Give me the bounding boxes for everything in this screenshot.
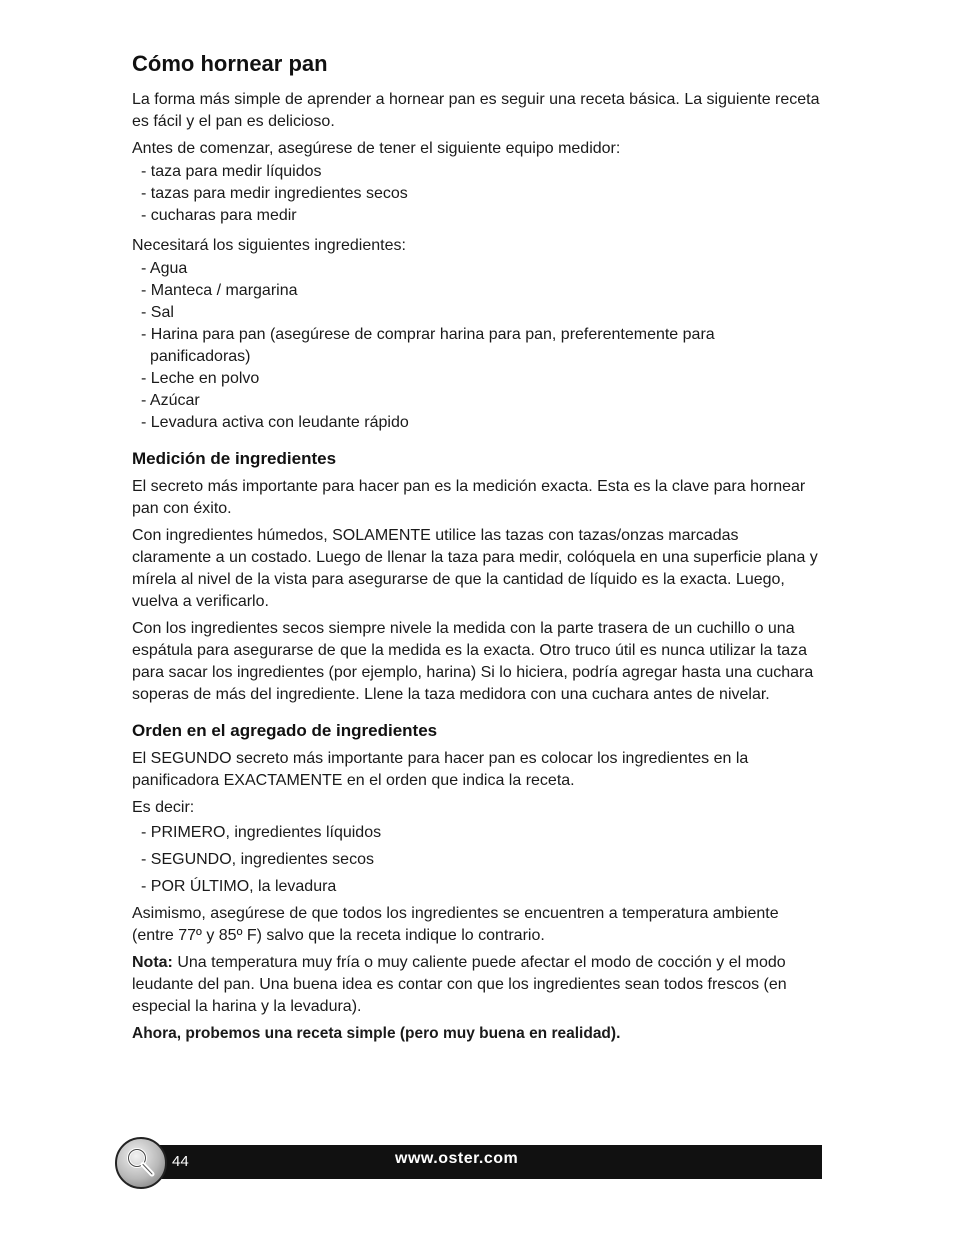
note-text: Una temperatura muy fría o muy caliente puede afectar el modo de cocción y el modo leudante del pan. Una buena idea es contar con que los ingredientes sean todos frescos (en especial la harina y la levadura). [132, 954, 787, 1015]
page-number: 44 [172, 1153, 189, 1170]
list-item: - Leche en polvo [141, 370, 260, 387]
list-item: - cucharas para medir [141, 207, 297, 224]
list-item: - SEGUNDO, ingredientes secos [141, 851, 374, 868]
page-content [132, 50, 822, 1050]
measuring-paragraph-1: El secreto más importante para hacer pan es la medición exacta. Esta es la clave para hornear pan con éxito. [132, 478, 806, 517]
list-item: - Levadura activa con leudante rápido [141, 414, 409, 431]
list-item: - tazas para medir ingredientes secos [141, 185, 408, 202]
list-item: - Manteca / margarina [141, 282, 298, 299]
list-item: - taza para medir líquidos [141, 163, 322, 180]
measuring-paragraph-3: Con los ingredientes secos siempre nivele la medida con la parte trasera de un cuchillo o una espátula para asegurarse de que la medida es la exacta. Otro truco útil es nunca utilizar la taza para sacar los ingredientes (por ejemplo, harina) Si lo hiciera, podría agregar hasta una cuchara soperas de más del ingrediente. Llene la taza medidora con una cuchara antes de nivelar. [132, 620, 814, 703]
list-item: - Agua [141, 260, 188, 277]
list-item: - Sal [141, 304, 174, 321]
section-heading-measuring: Medición de ingredientes [132, 449, 337, 468]
page-title: Cómo hornear pan [132, 51, 328, 76]
order-paragraph-1: El SEGUNDO secreto más importante para hacer pan es colocar los ingredientes en la panificadora EXACTAMENTE en el orden que indica la receta. [132, 750, 749, 789]
list-item: - PRIMERO, ingredientes líquidos [141, 824, 382, 841]
magnifier-icon [115, 1137, 167, 1189]
closing-line: Ahora, probemos una receta simple (pero muy buena en realidad). [132, 1025, 621, 1042]
list-item: - Harina para pan (asegúrese de comprar harina para pan, preferentemente para panificadoras) [141, 326, 715, 365]
order-paragraph-2: Es decir: [132, 799, 195, 816]
intro-paragraph-2: Antes de comenzar, asegúrese de tener el siguiente equipo medidor: [132, 140, 621, 157]
ingredients-list [132, 258, 822, 434]
footer-bar [150, 1145, 822, 1179]
intro-paragraph-1: La forma más simple de aprender a hornear pan es seguir una receta básica. La siguiente receta es fácil y el pan es delicioso. [132, 91, 820, 130]
note-label: Nota: [132, 954, 173, 971]
measuring-paragraph-2: Con ingredientes húmedos, SOLAMENTE utilice las tazas con tazas/onzas marcadas claramente a un costado. Luego de llenar la taza para medir, colóquela en una superficie plana y mírela al nivel de la vista para asegurarse de que la cantidad de líquido es la exacta. Luego, vuelva a verificarlo. [132, 527, 818, 610]
list-item: - Azúcar [141, 392, 200, 409]
order-steps-list [132, 822, 822, 898]
order-paragraph-3: Asimismo, asegúrese de que todos los ingredientes se encuentren a temperatura ambiente (entre 77º y 85º F) salvo que la receta indique lo contrario. [132, 905, 779, 944]
list-item: - POR ÚLTIMO, la levadura [141, 878, 337, 895]
intro-paragraph-3: Necesitará los siguientes ingredientes: [132, 237, 406, 254]
footer-url: www.oster.com [395, 1150, 519, 1167]
note-paragraph [132, 952, 822, 1018]
section-heading-order: Orden en el agregado de ingredientes [132, 721, 438, 740]
equipment-list [132, 161, 822, 227]
